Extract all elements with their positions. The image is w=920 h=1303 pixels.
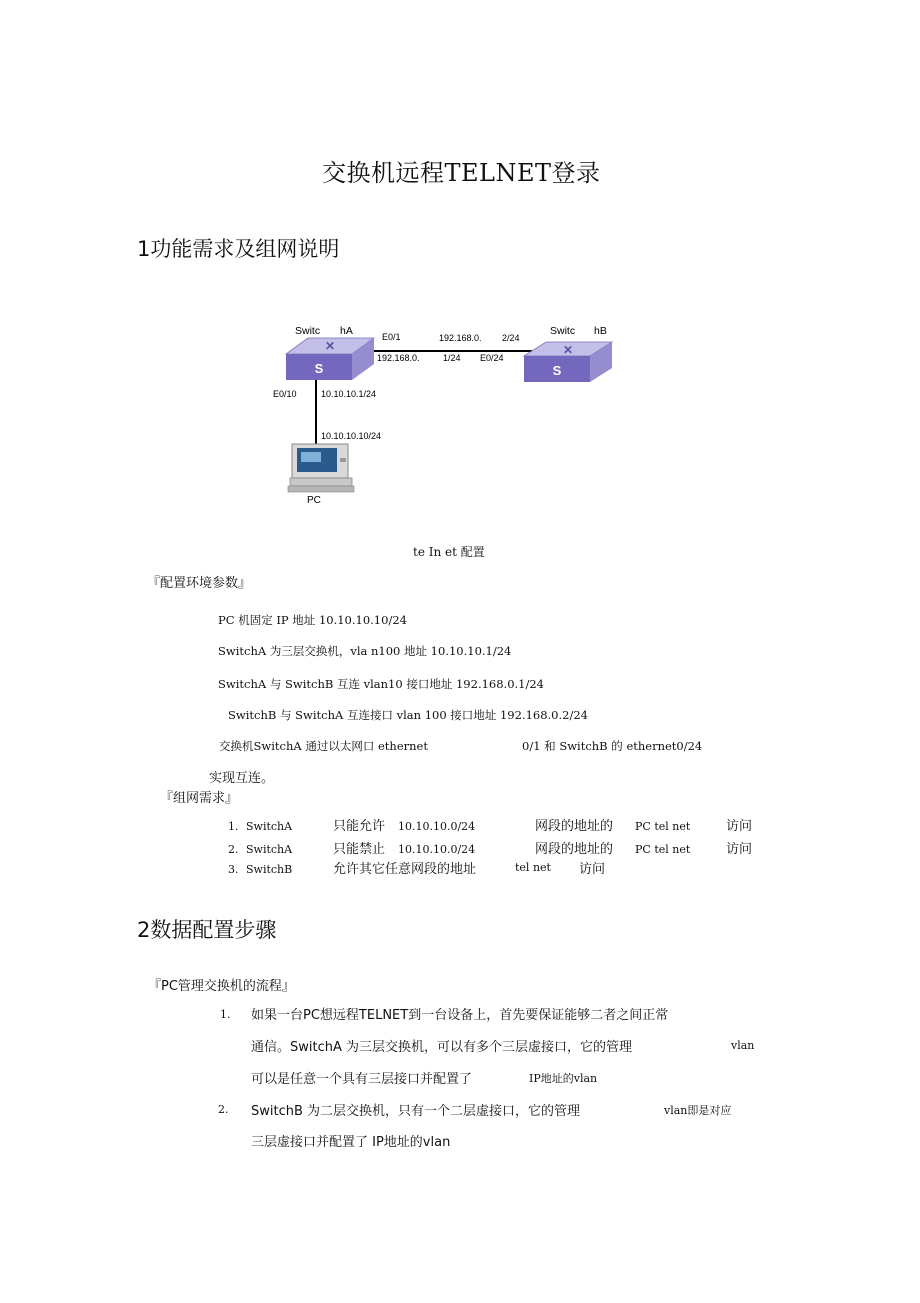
switch-b-icon xyxy=(524,342,612,382)
req-2-switch: SwitchA xyxy=(246,843,293,856)
req-1-access: 访问 xyxy=(726,819,753,834)
switch-a-label-2: hA xyxy=(340,325,353,337)
req-1-net: 10.10.10.0/24 xyxy=(398,820,476,833)
page-title: 交换机远程TELNET登录 xyxy=(322,159,601,187)
section-1-heading: 1功能需求及组网说明 xyxy=(137,237,340,261)
req-1-num: 1. xyxy=(228,820,239,833)
a-port-top: E0/1 xyxy=(382,332,401,342)
switch-a-label-1: Switc xyxy=(295,325,321,337)
req-2-pc: PC tel net xyxy=(635,843,691,856)
flow-item-1-line-3b: IP地址的vlan xyxy=(529,1072,598,1085)
pc-ip: 10.10.10.10/24 xyxy=(321,431,382,441)
req-2-net: 10.10.10.0/24 xyxy=(398,843,476,856)
env-line-4: SwitchB 与 SwitchA 互连接口 vlan 100 接口地址 192.168.0.2/24 xyxy=(228,708,588,722)
link-ip-bottom-1: 192.168.0. xyxy=(377,353,420,363)
flow-item-2-num: 2. xyxy=(218,1103,229,1116)
req-1-seg: 网段的地址的 xyxy=(535,819,614,834)
req-1-action: 只能允许 xyxy=(333,819,386,834)
req-3-action: 允许其它任意网段的地址 xyxy=(333,862,477,877)
env-line-5a: 交换机SwitchA 通过以太网口 ethernet xyxy=(219,739,428,753)
req-2-access: 访问 xyxy=(726,842,753,857)
diagram-caption: te In et 配置 xyxy=(413,545,485,559)
req-3-switch: SwitchB xyxy=(246,863,293,876)
flow-item-2-line-1a: SwitchB 为二层交换机，只有一个二层虚接口，它的管理 xyxy=(251,1104,581,1119)
switch-b-glyph: S xyxy=(552,363,562,378)
network-diagram xyxy=(270,318,630,518)
req-3-seg: 访问 xyxy=(579,862,606,877)
flow-item-1-line-2b: vlan xyxy=(731,1039,755,1052)
pc-icon xyxy=(288,444,354,492)
switch-b-label-2: hB xyxy=(594,325,607,337)
flow-header: 『PC管理交换机的流程』 xyxy=(148,979,295,994)
link-ip-top-2: 2/24 xyxy=(502,333,520,343)
req-header: 『组网需求』 xyxy=(160,791,239,806)
flow-item-2-line-1b: vlan即是对应 xyxy=(664,1104,732,1117)
link-ip-bottom-2: 1/24 xyxy=(443,353,461,363)
section-2-heading: 2数据配置步骤 xyxy=(137,918,277,942)
b-port: E0/24 xyxy=(480,353,504,363)
req-2-seg: 网段的地址的 xyxy=(535,842,614,857)
flow-item-1-line-3a: 可以是任意一个具有三层接口并配置了 xyxy=(251,1072,473,1087)
switch-a-glyph: S xyxy=(314,361,324,376)
req-3-num: 3. xyxy=(228,863,239,876)
a-ip-down: 10.10.10.1/24 xyxy=(321,389,377,399)
flow-item-2-line-2: 三层虚接口并配置了 IP地址的vlan xyxy=(251,1135,451,1150)
env-line-6: 实现互连。 xyxy=(209,771,275,786)
flow-item-1-line-1: 如果一台PC想远程TELNET到一台设备上，首先要保证能够二者之间正常 xyxy=(251,1008,669,1023)
req-2-action: 只能禁止 xyxy=(333,842,386,857)
env-line-3: SwitchA 与 SwitchB 互连 vlan10 接口地址 192.168.0.1/24 xyxy=(218,677,545,691)
svg-text:✕: ✕ xyxy=(562,343,574,357)
env-params-header: 『配置环境参数』 xyxy=(147,576,252,591)
env-line-1: PC 机固定 IP 地址 10.10.10.10/24 xyxy=(218,613,407,627)
env-line-5b: 0/1 和 SwitchB 的 ethernet0/24 xyxy=(522,739,703,753)
flow-item-1-line-2a: 通信。SwitchA 为三层交换机，可以有多个三层虚接口，它的管理 xyxy=(251,1040,633,1055)
flow-item-1-num: 1. xyxy=(220,1008,231,1021)
link-ip-top-1: 192.168.0. xyxy=(439,333,482,343)
env-line-2: SwitchA 为三层交换机，vla n100 地址 10.10.10.1/24 xyxy=(218,644,512,658)
switch-a-icon xyxy=(286,338,374,380)
a-port-down: E0/10 xyxy=(273,389,297,399)
req-1-switch: SwitchA xyxy=(246,820,293,833)
req-2-num: 2. xyxy=(228,843,239,856)
switch-b-label-1: Switc xyxy=(550,325,576,337)
pc-label: PC xyxy=(307,495,321,506)
req-3-net: tel net xyxy=(515,861,551,874)
req-1-pc: PC tel net xyxy=(635,820,691,833)
svg-text:✕: ✕ xyxy=(324,339,336,353)
